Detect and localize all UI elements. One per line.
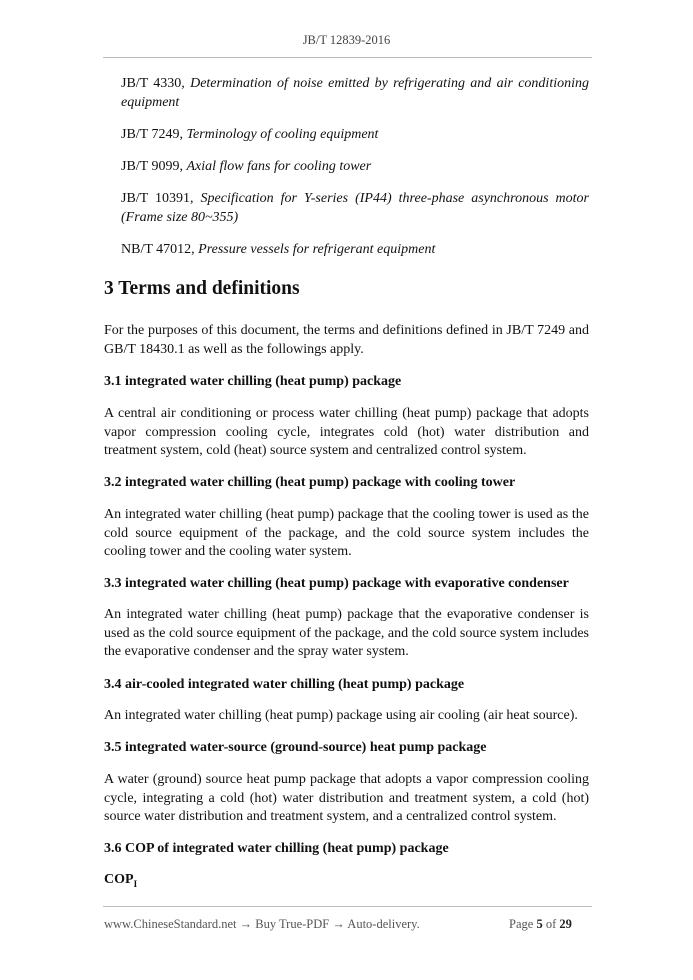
reference-item xyxy=(121,158,589,177)
of-label: of xyxy=(545,917,557,931)
term-heading: 3.5 integrated water-source (ground-source) heat pump package xyxy=(104,740,487,755)
section-intro: For the purposes of this document, the terms and definitions defined in JB/T 7249 and GB/T 18430.1 as well as the followings apply. xyxy=(104,323,589,357)
reference-code: JB/T 7249, xyxy=(121,127,183,142)
header-divider xyxy=(103,57,592,58)
reference-item xyxy=(121,241,589,260)
term-heading: 3.2 integrated water chilling (heat pump) package with cooling tower xyxy=(104,475,516,490)
reference-item xyxy=(121,190,589,227)
section-title: 3 Terms and definitions xyxy=(104,278,300,299)
reference-item xyxy=(121,75,589,112)
reference-title: Axial flow fans for cooling tower xyxy=(186,159,372,174)
term-definition: A central air conditioning or process water chilling (heat pump) package that adopts vapor compression cooling cycle, integrates cold (hot) water distribution and treatment system, cold (heat) source system and centralized control system. xyxy=(104,406,589,458)
cop-symbol xyxy=(104,872,137,889)
cop-symbol-base: COP xyxy=(104,872,134,887)
term-definition: An integrated water chilling (heat pump) package that the cooling tower is used as the cold source equipment of the package, and the cold source system includes the cooling tower and the cooling water system. xyxy=(104,507,589,559)
reference-title: Specification for Y-series (IP44) three-phase asynchronous motor (Frame size 80~355) xyxy=(121,191,589,225)
term-heading: 3.1 integrated water chilling (heat pump) package xyxy=(104,374,402,389)
reference-code: JB/T 9099, xyxy=(121,159,183,174)
reference-code: JB/T 4330, xyxy=(121,76,185,91)
term-definition: An integrated water chilling (heat pump) package that the evaporative condenser is used as the cold source equipment of the package, and the cold source system includes the evaporative condenser and the spray water system. xyxy=(104,607,589,659)
reference-title: Pressure vessels for refrigerant equipment xyxy=(198,242,436,257)
cop-symbol-subscript: I xyxy=(133,878,138,889)
page-indicator xyxy=(509,917,572,932)
footer-site-link[interactable]: www.ChineseStandard.net → Buy True-PDF → Auto-delivery. xyxy=(104,917,420,931)
reference-code: NB/T 47012, xyxy=(121,242,195,257)
reference-title: Terminology of cooling equipment xyxy=(186,127,379,142)
page-header: JB/T 12839-2016 xyxy=(302,33,391,47)
term-definition: An integrated water chilling (heat pump) package using air cooling (air heat source). xyxy=(104,708,578,723)
term-heading: 3.6 COP of integrated water chilling (heat pump) package xyxy=(104,841,449,856)
term-heading: 3.3 integrated water chilling (heat pump) package with evaporative condenser xyxy=(104,576,569,591)
footer-divider xyxy=(103,906,592,907)
reference-title: Determination of noise emitted by refrigerating and air conditioning equipment xyxy=(121,76,589,110)
reference-item xyxy=(121,126,589,145)
page-label: Page xyxy=(509,917,534,931)
page-total: 29 xyxy=(559,917,572,931)
page-number: 5 xyxy=(536,917,543,931)
term-definition: A water (ground) source heat pump package that adopts a vapor compression cooling cycle, integrating a cold (hot) water distribution and treatment system, a cold (hot) source water distribution and treatment system, and a centralized control system. xyxy=(104,772,589,824)
reference-code: JB/T 10391, xyxy=(121,191,194,206)
term-heading: 3.4 air-cooled integrated water chilling (heat pump) package xyxy=(104,677,465,692)
